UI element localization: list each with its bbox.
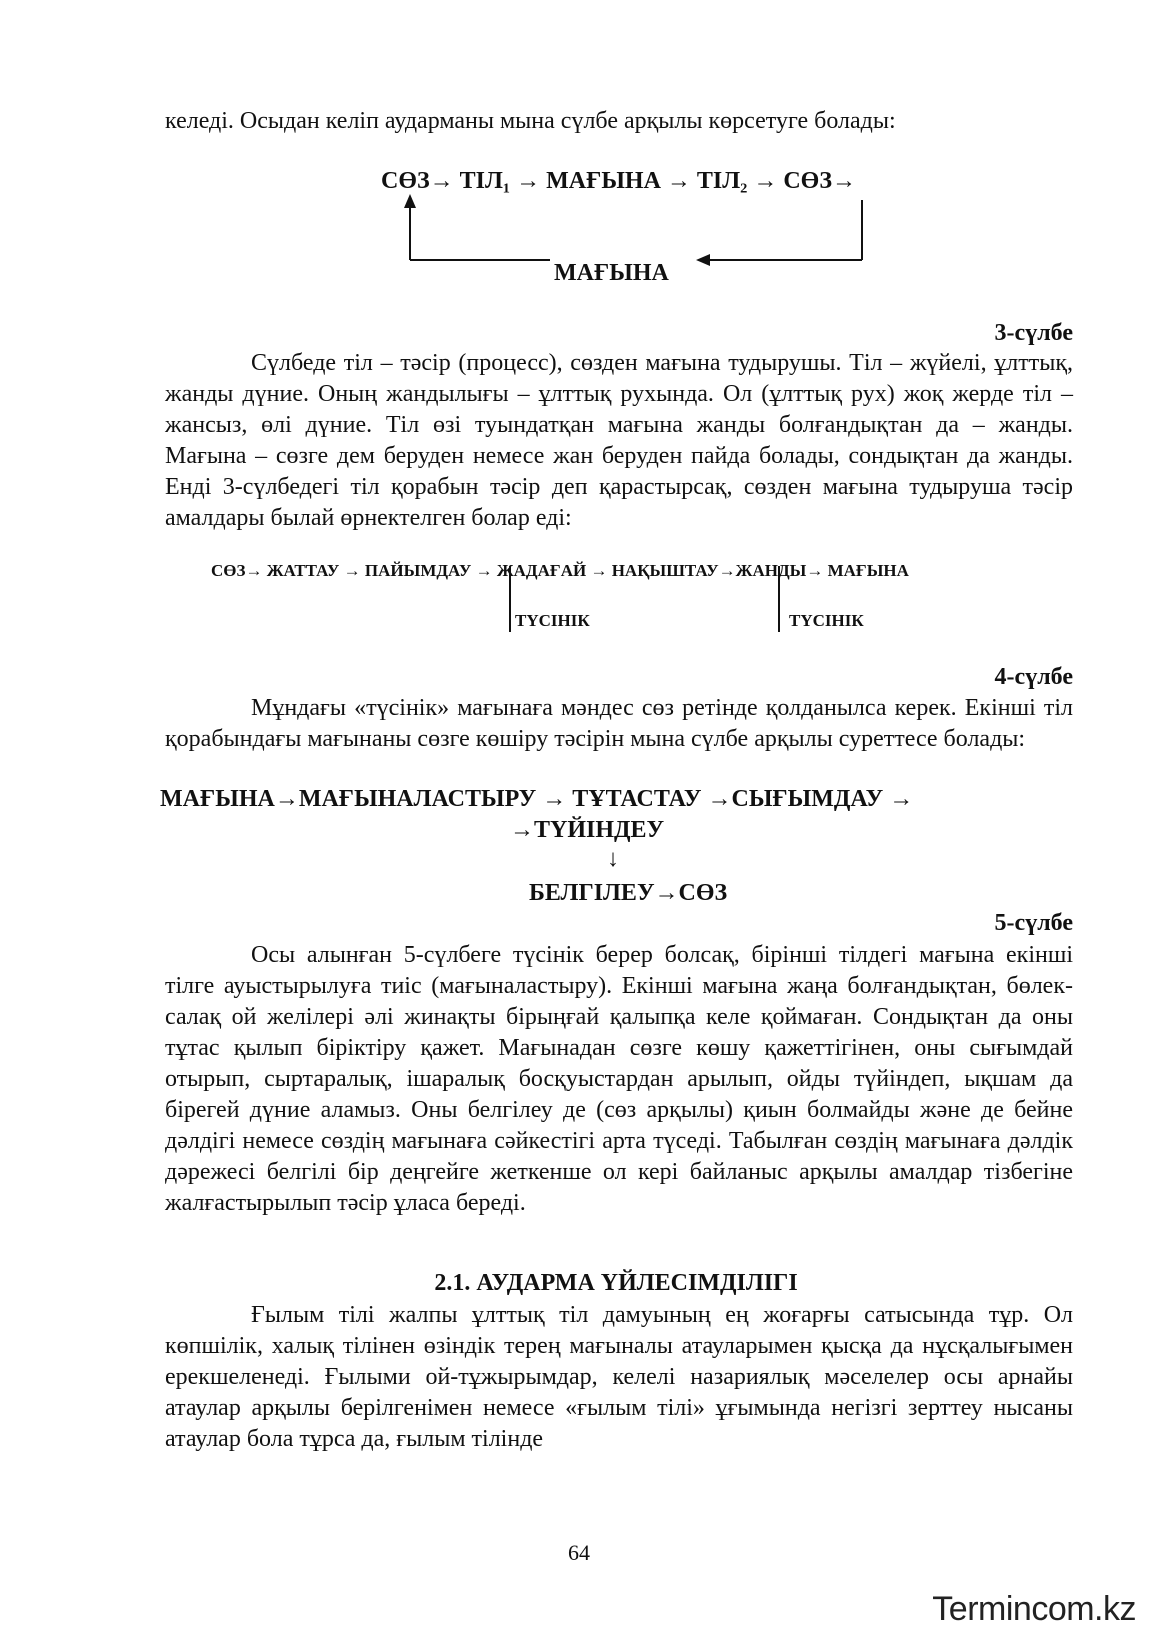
section-heading: 2.1. АУДАРМА ҮЙЛЕСІМДІЛІГІ bbox=[434, 1270, 798, 1296]
paragraph-1: Сүлбеде тіл – тәсір (процесс), сөзден мағына тудырушы. Тіл – жүйелі, ұлттық, жанды дүние. Оның жандылығы – ұлттық рухында. Ол (ұлттық рух) жоқ жерде тіл – жансыз, өлі дүние. Тіл өзі туындатқан мағына жанды болғандықтан да – жанды. Мағына – сөзге дем беруден немесе жан беруден пайда болады, сондықтан да жанды. Енді 3-сүлбедегі тіл қорабын тәсір деп қарастырсақ, сөзден мағына тудыруша тәсір амалдары былай өрнектелген болар еді: bbox=[165, 350, 1073, 531]
diagram3-feedback-label: МАҒЫНА bbox=[554, 260, 669, 286]
diagram4-branch-2: ТҮСІНІК bbox=[789, 611, 864, 630]
diagram5-line-1: МАҒЫНА→МАҒЫНАЛАСТЫРУ → ТҰТАСТАУ →СЫҒЫМДАУ → bbox=[160, 786, 914, 812]
diagram3-flow: СӨЗ→ ТІЛ₁ → МАҒЫНА → ТІЛ₂ → СӨЗ→ bbox=[381, 168, 857, 194]
paragraph-3: Осы алынған 5-сүлбеге түсінік берер болсақ, бірінші тілдегі мағына екінші тілге ауыстырылуға тиіс (мағыналастыру). Екінші мағына жаңа болғандықтан, бөлек-салақ ой желілері әлі жинақты бірыңғай қалыпқа келе қоймаған. Сондықтан да оны тұтас қылып біріктіру қажет. Мағынадан сөзге көшу қажеттігінен, оны сығымдай отырып, сыртаралық, ішаралық босқуыстардан арылып, ойды түйіндеп, ықшам да бірегей дүние аламыз. Оны белгілеу де (сөз арқылы) қиын болмайды және де бейне дәлдігі немесе сөздің мағынаға сәйкестігі арта түседі. Табылған сөздің мағынаға дәлдік дәрежесі белгілі бір деңгейге жеткенше ол кері байланыс арқылы амалдар тізбегіне жалғастырылып тәсір ұласа береді. bbox=[165, 942, 1073, 1216]
diagram5-line-3: БЕЛГІЛЕУ→СӨЗ bbox=[529, 880, 728, 906]
diagram5-caption: 5-сүлбе bbox=[994, 910, 1073, 936]
diagram4-flow: СӨЗ→ ЖАТТАУ → ПАЙЫМДАУ → ЖАДАҒАЙ → НАҚЫШТАУ→ЖАНДЫ→ МАҒЫНА bbox=[211, 561, 909, 580]
paragraph-2: Мұндағы «түсінік» мағынаға мәндес сөз ретінде қолданылса керек. Екінші тіл қорабындағы мағынаны сөзге көшіру тәсірін мына сүлбе арқылы суреттесе болады: bbox=[165, 695, 1073, 752]
diagram4-branch-lines bbox=[0, 0, 1158, 640]
diagram4-caption: 4-сүлбе bbox=[994, 664, 1073, 690]
diagram5-down-arrow: ↓ bbox=[607, 846, 619, 872]
diagram5-line-2: →ТҮЙІНДЕУ bbox=[510, 817, 665, 843]
paragraph-4: Ғылым тілі жалпы ұлттық тіл дамуының ең жоғарғы сатысында тұр. Ол көпшілік, халық тілінен өзіндік терең мағыналы атауларымен қысқа да нұсқалығымен ерекшеленеді. Ғылыми ой-тұжырымдар, келелі назариялық мәселелер осы арнайы атаулар арқылы берілгенімен немесе «ғылым тілі» ұғымында негізгі зерттеу нысаны атаулар бола тұрса да, ғылым тілінде bbox=[165, 1302, 1073, 1452]
diagram4-branch-1: ТҮСІНІК bbox=[515, 611, 590, 630]
watermark-logo: Termincom.kz bbox=[932, 1590, 1136, 1628]
diagram3-caption: 3-сүлбе bbox=[994, 320, 1073, 346]
page-number: 64 bbox=[568, 1540, 590, 1565]
intro-paragraph: келеді. Осыдан келіп аударманы мына сүлбе арқылы көрсетуге болады: bbox=[165, 108, 896, 134]
